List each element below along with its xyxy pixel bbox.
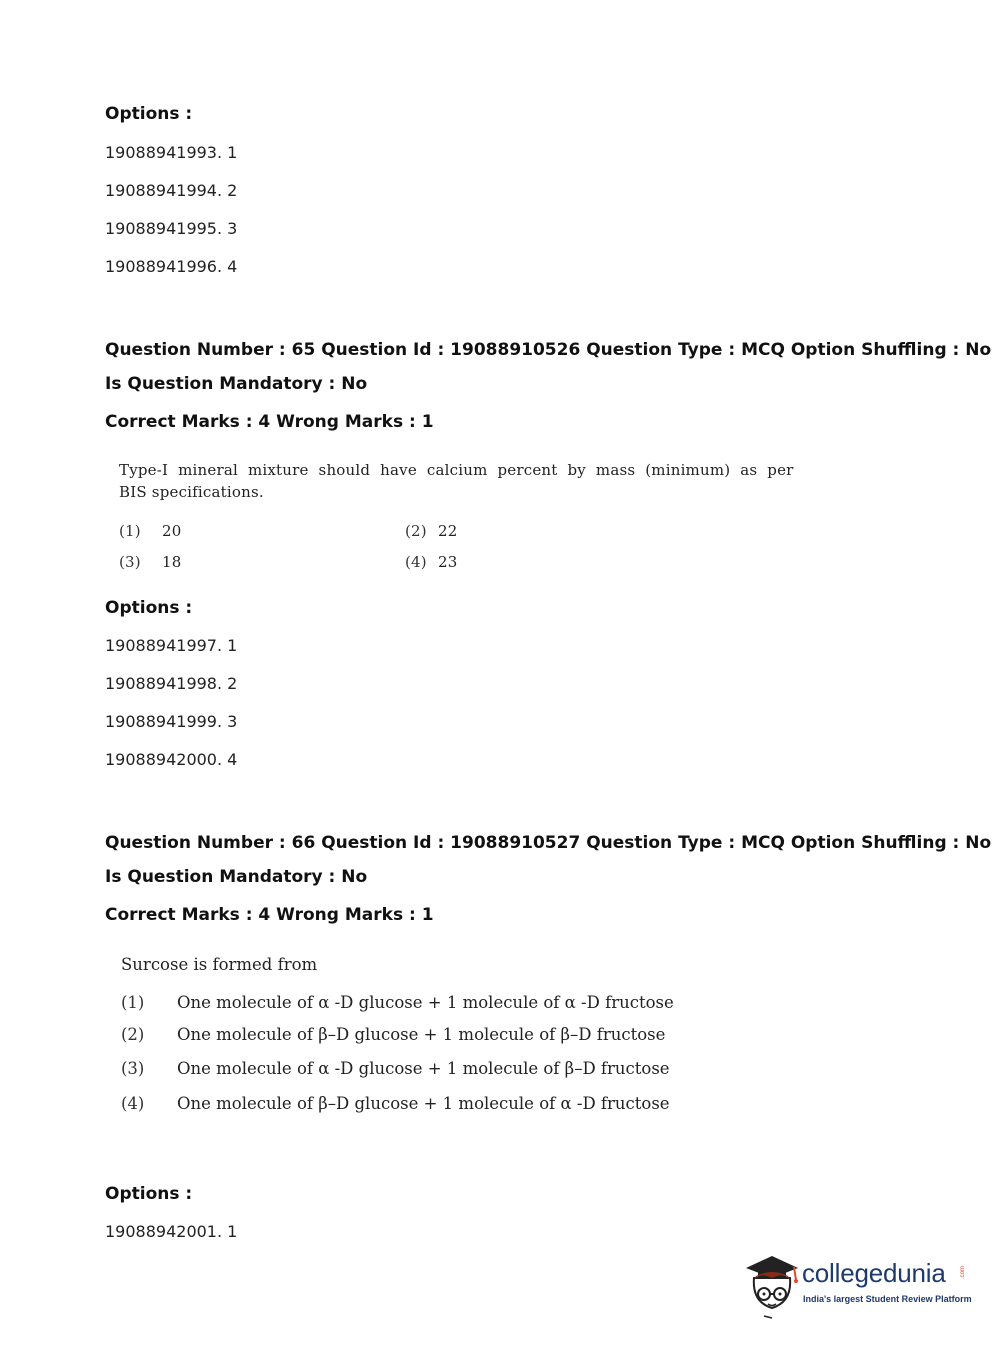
choice-text: One molecule of β–D glucose + 1 molecule of α -D fructose <box>177 1094 670 1113</box>
choice-text: 22 <box>438 522 458 540</box>
brand-domain-suffix: .com <box>960 1266 966 1280</box>
choice-text: One molecule of α -D glucose + 1 molecule of α -D fructose <box>177 993 674 1012</box>
choice-text: One molecule of β–D glucose + 1 molecule of β–D fructose <box>177 1025 666 1044</box>
question-marks: Correct Marks : 4 Wrong Marks : 1 <box>105 905 434 925</box>
question-marks: Correct Marks : 4 Wrong Marks : 1 <box>105 412 434 432</box>
option-item: 19088941998. 2 <box>105 674 238 693</box>
question-text-continued: BIS specifications. <box>119 483 264 501</box>
option-item: 19088941993. 1 <box>105 143 238 162</box>
choice-number: (4) <box>405 553 427 571</box>
choice-number: (1) <box>121 993 145 1012</box>
options-label: Options : <box>105 1184 193 1204</box>
choice-number: (4) <box>121 1094 145 1113</box>
question-text: Surcose is formed from <box>121 955 318 974</box>
question-mandatory: Is Question Mandatory : No <box>105 374 368 394</box>
choice-number: (3) <box>119 553 141 571</box>
choice-text: 18 <box>162 553 182 571</box>
option-item: 19088941995. 3 <box>105 219 238 238</box>
choice-number: (1) <box>119 522 141 540</box>
option-item: 19088941997. 1 <box>105 636 238 655</box>
question-mandatory: Is Question Mandatory : No <box>105 867 368 887</box>
question-text: Type-I mineral mixture should have calcium percent by mass (minimum) as per <box>119 461 794 479</box>
choice-number: (2) <box>121 1025 145 1044</box>
brand-tagline: India's largest Student Review Platform <box>803 1294 972 1304</box>
collegedunia-logo <box>742 1250 972 1320</box>
choice-text: 23 <box>438 553 458 571</box>
options-label: Options : <box>105 104 193 124</box>
question-header: Question Number : 65 Question Id : 19088910526 Question Type : MCQ Option Shuffling : No <box>105 340 992 360</box>
choice-text: One molecule of α -D glucose + 1 molecule of β–D fructose <box>177 1059 670 1078</box>
choice-number: (3) <box>121 1059 145 1078</box>
option-item: 19088941999. 3 <box>105 712 238 731</box>
mascot-icon <box>742 1250 802 1320</box>
option-item: 19088942001. 1 <box>105 1222 238 1241</box>
choice-text: 20 <box>162 522 182 540</box>
question-header: Question Number : 66 Question Id : 19088910527 Question Type : MCQ Option Shuffling : No <box>105 833 992 853</box>
option-item: 19088941994. 2 <box>105 181 238 200</box>
options-label: Options : <box>105 598 193 618</box>
option-item: 19088941996. 4 <box>105 257 238 276</box>
option-item: 19088942000. 4 <box>105 750 238 769</box>
brand-name: collegedunia <box>802 1258 946 1288</box>
choice-number: (2) <box>405 522 427 540</box>
